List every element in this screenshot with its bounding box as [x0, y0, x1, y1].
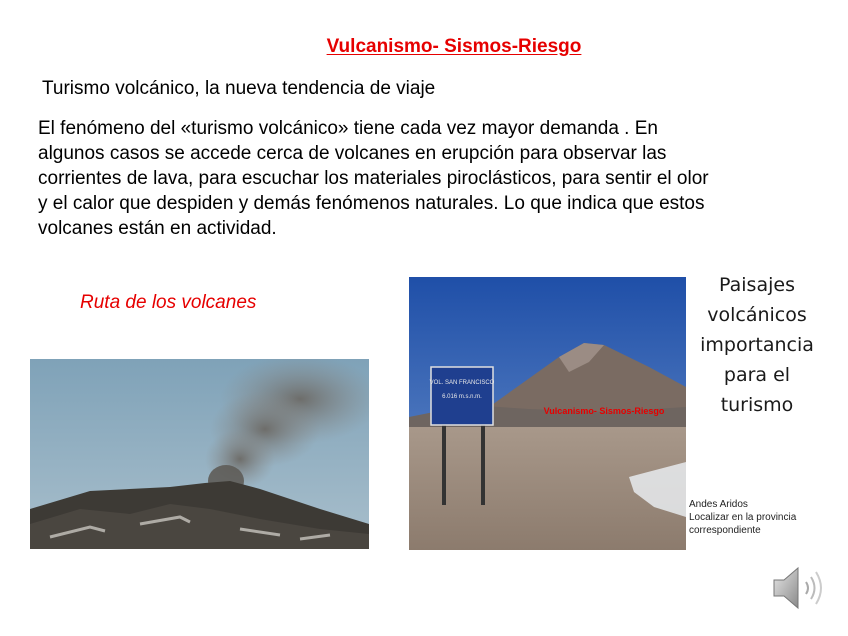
caption-line: Andes Aridos [689, 499, 748, 510]
slide-title: Vulcanismo- Sismos-Riesgo [326, 36, 582, 57]
body-paragraph [38, 116, 798, 241]
sign-line: 6.016 m.s.n.m. [442, 394, 482, 400]
body-line: algunos casos se accede cerca de volcanes en erupción para observar las [38, 143, 667, 164]
photo-overlay-title: Vulcanismo- Sismos-Riesgo [543, 406, 665, 416]
speaker-icon[interactable] [768, 558, 828, 618]
body-line: corrientes de lava, para escuchar los materiales piroclásticos, para sentir el olor [38, 168, 709, 189]
route-label: Ruta de los volcanes [80, 292, 257, 313]
caption-line: correspondiente [689, 525, 761, 536]
side-heading-line: turismo [720, 394, 794, 416]
volcano-sign-photo [409, 277, 686, 550]
caption-line: Localizar en la provincia [689, 512, 797, 523]
erupting-volcano-photo [30, 359, 369, 549]
sign-line: VOL. SAN FRANCISCO [429, 380, 495, 386]
slide-subtitle: Turismo volcánico, la nueva tendencia de viaje [42, 78, 436, 99]
side-heading-line: para el [723, 364, 791, 386]
side-heading-line: volcánicos [707, 304, 807, 326]
photo-caption [689, 498, 796, 537]
body-line: El fenómeno del «turismo volcánico» tiene cada vez mayor demanda . En [38, 118, 658, 139]
body-line: y el calor que despiden y demás fenómenos naturales. Lo que indica que estos [38, 193, 705, 214]
side-heading-line: Paisajes [719, 274, 795, 296]
side-heading [692, 270, 822, 420]
body-line: volcanes están en actividad. [38, 218, 277, 239]
side-heading-line: importancia [700, 334, 814, 356]
